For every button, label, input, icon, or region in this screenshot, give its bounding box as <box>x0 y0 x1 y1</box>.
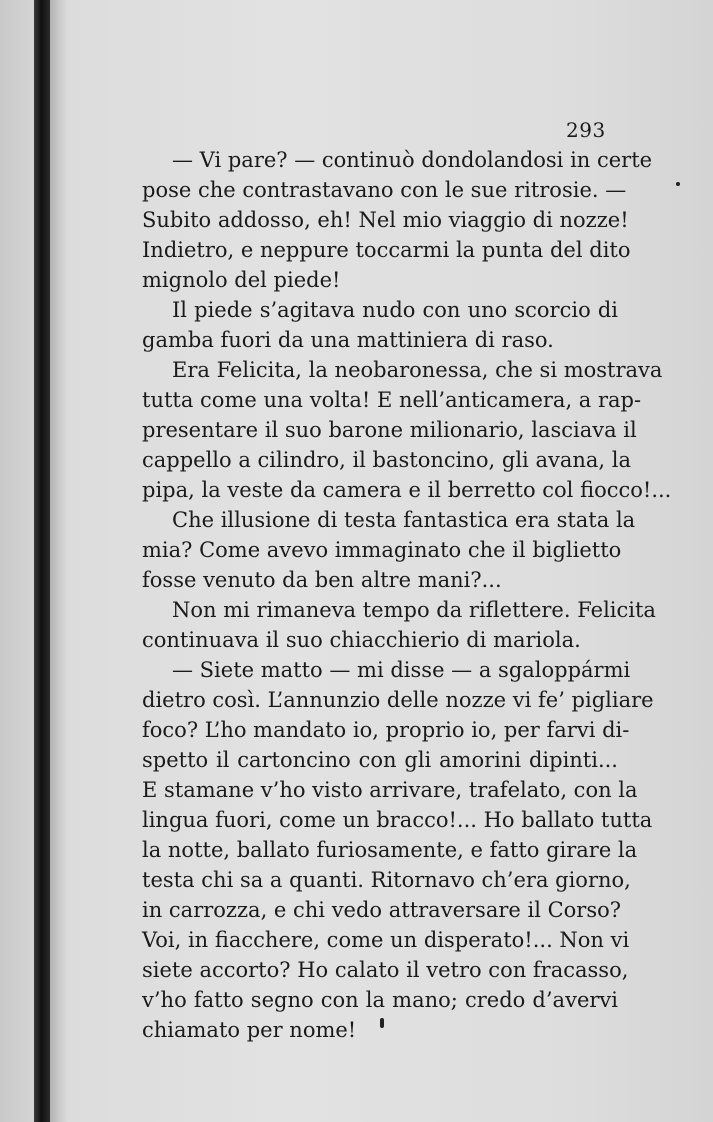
text-line: Subito addosso, eh! Nel mio viaggio di nozze! <box>142 208 629 232</box>
text-line: v’ho fatto segno con la mano; credo d’avervi <box>142 988 618 1012</box>
text-line: Non mi rimaneva tempo da riflettere. Felicita <box>172 598 656 622</box>
ink-speck <box>380 1018 384 1028</box>
text-line: Che illusione di testa fantastica era stata la <box>172 508 636 532</box>
text-line: mia? Come avevo immaginato che il biglietto <box>142 538 622 562</box>
body-text <box>142 145 672 1045</box>
text-line: dietro così. L’annunzio delle nozze vi fe’ pigliare <box>142 688 654 712</box>
text-line: continuava il suo chiacchierio di mariola. <box>142 628 581 652</box>
text-line: — Vi pare? — continuò dondolandosi in certe <box>172 148 653 172</box>
ink-speck <box>676 182 680 186</box>
text-line: pose che contrastavano con le sue ritrosie. — <box>142 178 627 202</box>
text-line: tutta come una volta! E nell’anticamera, a rap- <box>142 388 642 412</box>
text-line: pipa, la veste da camera e il berretto col fiocco!... <box>142 478 672 502</box>
text-line: Indietro, e neppure toccarmi la punta del dito <box>142 238 631 262</box>
book-spine <box>34 0 50 1122</box>
text-line: lingua fuori, come un bracco!... Ho ballato tutta <box>142 808 653 832</box>
text-line: Era Felicita, la neobaronessa, che si mostrava <box>172 358 663 382</box>
text-line: E stamane v’ho visto arrivare, trafelato, con la <box>142 778 638 802</box>
text-line: siete accorto? Ho calato il vetro con fracasso, <box>142 958 629 982</box>
text-line: Voi, in fiacchere, come un disperato!... Non vi <box>142 928 630 952</box>
text-line: gamba fuori da una mattiniera di raso. <box>142 328 554 352</box>
gutter-shadow <box>50 0 68 1122</box>
text-line: testa chi sa a quanti. Ritornavo ch’era giorno, <box>142 868 631 892</box>
text-line: spetto il cartoncino con gli amorini dipinti... <box>142 748 618 772</box>
text-line: foco? L’ho mandato io, proprio io, per farvi di- <box>142 718 630 742</box>
page-number: 293 <box>566 118 606 142</box>
text-line: Il piede s’agitava nudo con uno scorcio di <box>172 298 618 322</box>
text-line: mignolo del piede! <box>142 268 341 292</box>
text-line: presentare il suo barone milionario, lasciava il <box>142 418 637 442</box>
text-line: in carrozza, e chi vedo attraversare il Corso? <box>142 898 622 922</box>
text-line: chiamato per nome! <box>142 1018 357 1042</box>
text-line: fosse venuto da ben altre mani?... <box>142 568 502 592</box>
text-line: la notte, ballato furiosamente, e fatto girare la <box>142 838 638 862</box>
text-line: cappello a cilindro, il bastoncino, gli avana, la <box>142 448 631 472</box>
text-line: — Siete matto — mi disse — a sgaloppármi <box>172 658 631 682</box>
